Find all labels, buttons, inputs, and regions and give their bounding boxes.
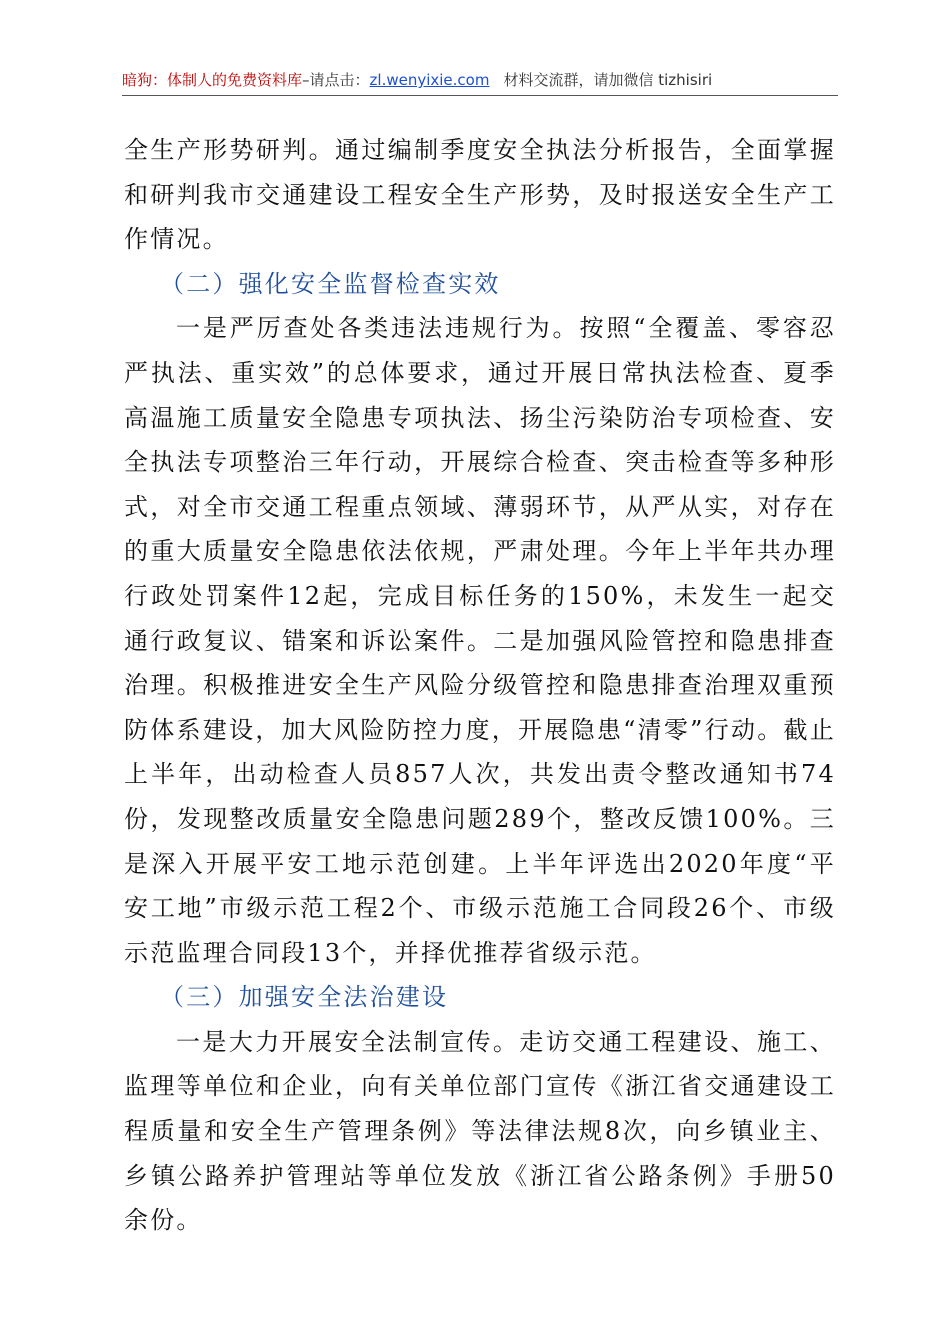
section-heading-3: （三）加强安全法治建设 [160, 983, 449, 1012]
paragraph-section-2: 一是严厉查处各类违法违规行为。按照“全覆盖、零容忍严执法、重实效”的总体要求，通过开展日常执法检查、夏季高温施工质量安全隐患专项执法、扬尘污染防治专项检查、安全执法专项整治三年行动，开展综合检查、突击检查等多种形式，对全市交通工程重点领域、薄弱环节，从严从实，对存在的重大质量安全隐患依法依规，严肃处理。今年上半年共办理行政处罚案件12起，完成目标任务的150%，未发生一起交通行政复议、错案和诉讼案件。二是加强风险管控和隐患排查治理。积极推进安全生产风险分级管控和隐患排查治理双重预防体系建设，加大风险防控力度，开展隐患“清零”行动。截止上半年，出动检查人员857人次，共发出责令整改通知书74份，发现整改质量安全隐患问题289个，整改反馈100%。三是深入开展平安工地示范创建。上半年评选出2020年度“平安工地”市级示范工程2个、市级示范施工合同段26个、市级示范监理合同段13个，并择优推荐省级示范。 [124, 314, 836, 967]
paragraph-continued: 全生产形势研判。通过编制季度安全执法分析报告，全面掌握和研判我市交通建设工程安全生产形势，及时报送安全生产工作情况。 [124, 136, 836, 254]
document-body [124, 128, 836, 1243]
section-heading-2: （二）强化安全监督检查实效 [160, 269, 501, 298]
header-note: 材料交流群，请加微信 tizhisiri [503, 71, 713, 89]
header-brand: 暗狗：体制人的免费资料库 [122, 71, 303, 89]
header-divider [122, 95, 838, 96]
paragraph-section-3: 一是大力开展安全法制宣传。走访交通工程建设、施工、监理等单位和企业，向有关单位部门宣传《浙江省交通建设工程质量和安全生产管理条例》等法律法规8次，向乡镇业主、乡镇公路养护管理站等单位发放《浙江省公路条例》手册50余份。 [124, 1027, 836, 1235]
header-cta: –请点击： [302, 71, 370, 89]
header-link[interactable]: zl.wenyixie.com [369, 71, 490, 89]
page-header [122, 66, 838, 94]
